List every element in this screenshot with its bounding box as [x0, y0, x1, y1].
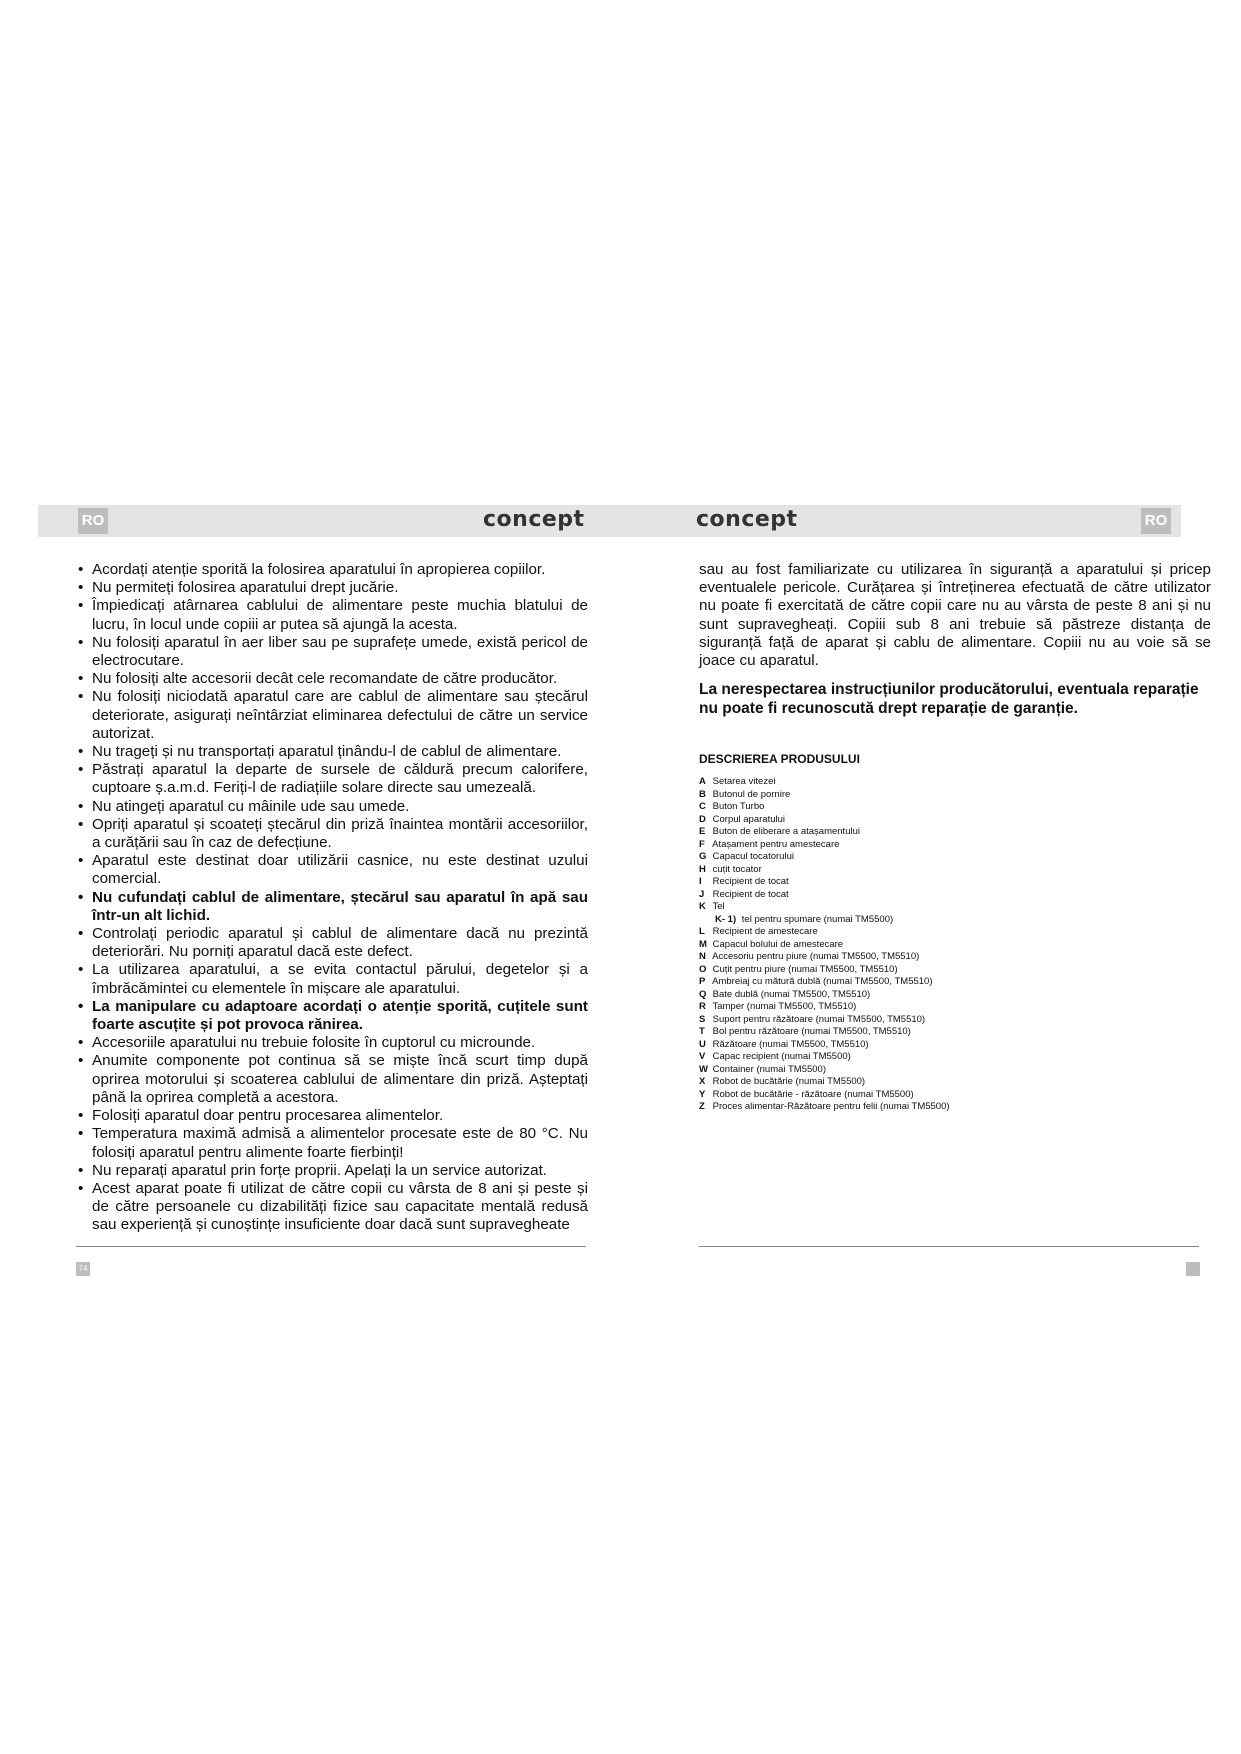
part-letter: E: [699, 826, 706, 837]
part-letter: Z: [699, 1101, 705, 1112]
warning-item: • Aparatul este destinat doar utilizării casnice, nu este destinat uzului comercial.: [76, 852, 588, 888]
part-label: Bate dublă (numai TM5500, TM5510): [712, 988, 871, 1000]
part-label: Recipient de tocat: [712, 876, 789, 887]
part-item: [699, 864, 1169, 877]
warning-item: • Controlați periodic aparatul și cablul de alimentare dacă nu prezintă deteriorări. Nu porniți aparatul dacă este defect.: [76, 925, 588, 961]
continued-paragraph: sau au fost familiarizate cu utilizarea în siguranță a aparatului și pricep eventualele pericole. Curățarea și întreținerea efectuată de către utilizator nu poate fi exercitată de către copii care nu au vârsta de peste 8 ani și nu sunt supravegheați. Copiii sub 8 ani trebuie să păstreze distanța de siguranță față de aparat și cablu de alimentare. Copiii nu au voie să se joace cu aparatul.: [699, 561, 1211, 670]
part-label: Buton Turbo: [712, 801, 765, 812]
part-letter: X: [699, 1076, 706, 1087]
part-item: [699, 914, 1169, 927]
section-title: DESCRIEREA PRODUSULUI: [699, 752, 860, 766]
warning-item: • Nu reparați aparatul prin forțe proprii. Apelați la un service autorizat.: [76, 1162, 588, 1180]
part-item: [699, 1064, 1169, 1077]
part-item: [699, 1051, 1169, 1064]
warning-item: • Nu folosiți niciodată aparatul care are cablul de alimentare sau ștecărul deteriorate, asigurați neîntârziat eliminarea defectului de către un service autorizat.: [76, 688, 588, 743]
part-label: cuțit tocator: [712, 863, 762, 875]
part-label: Setarea vitezei: [712, 776, 776, 787]
part-letter: K- 1): [715, 913, 737, 925]
part-item: [699, 976, 1169, 989]
left-page: [38, 505, 621, 1295]
part-letter: G: [699, 851, 707, 862]
part-item: [699, 1026, 1169, 1039]
warning-item: • Nu trageți și nu transportați aparatul ținându-l de cablul de alimentare.: [76, 743, 588, 761]
right-page: [621, 505, 1211, 1295]
part-label: Recipient de tocat: [712, 888, 789, 900]
part-item: [699, 801, 1169, 814]
part-letter: V: [699, 1051, 706, 1062]
part-letter: T: [699, 1026, 705, 1037]
warning-item: • Nu folosiți alte accesorii decât cele recomandate de către producător.: [76, 670, 588, 688]
warning-item: • Nu permiteți folosirea aparatului drept jucărie.: [76, 579, 588, 597]
product-parts-list: [699, 776, 1169, 1114]
warning-item: • Păstrați aparatul la departe de sursele de căldură precum calorifere, cuptoare ș.a.m.d. Feriți-l de radiațiile solare directe sau umezeală.: [76, 761, 588, 797]
safety-warnings-list: [76, 561, 588, 1235]
warning-item: • Acordați atenție sporită la folosirea aparatului în apropierea copiilor.: [76, 561, 588, 579]
manual-spread: [38, 505, 1211, 1295]
footer-rule: [76, 1246, 586, 1247]
part-label: Ambreiaj cu mătură dublă (numai TM5500, TM5510): [712, 976, 933, 987]
part-letter: S: [699, 1013, 706, 1025]
page-number: 74: [76, 1262, 90, 1276]
part-letter: U: [699, 1038, 706, 1050]
part-letter: C: [699, 801, 706, 812]
brand-logo: concept: [483, 507, 585, 532]
part-item: [699, 876, 1169, 889]
part-letter: J: [699, 888, 705, 900]
part-letter: N: [699, 951, 706, 962]
part-item: [699, 926, 1169, 939]
part-item: [699, 776, 1169, 789]
part-label: Capacul bolului de amestecare: [712, 938, 844, 950]
part-label: Atașament pentru amestecare: [712, 838, 840, 850]
part-item: [699, 989, 1169, 1002]
warranty-note: La nerespectarea instrucțiunilor producătorului, eventuala reparație nu poate fi recunoscută drept reparație de garanție.: [699, 681, 1199, 717]
part-letter: O: [699, 963, 707, 975]
part-label: Capacul tocatorului: [712, 851, 794, 862]
warning-item: • Temperatura maximă admisă a alimentelor procesate este de 80 °C. Nu folosiți aparatul pentru alimente foarte fierbinți!: [76, 1125, 588, 1161]
part-item: [699, 951, 1169, 964]
part-label: Robot de bucătărie - răzătoare (numai TM5500): [712, 1088, 914, 1100]
warning-item: • Nu folosiți aparatul în aer liber sau pe suprafețe umede, există pericol de electrocutare.: [76, 634, 588, 670]
warning-item: • Nu atingeți aparatul cu mâinile ude sau umede.: [76, 798, 588, 816]
warning-item: • Opriți aparatul și scoateți ștecărul din priză înaintea montării accesoriilor, a curățării sau în caz de defecțiune.: [76, 816, 588, 852]
part-letter: M: [699, 938, 707, 950]
warning-item: • Împiedicați atârnarea cablului de alimentare peste muchia blatului de lucru, în locul unde copiii ar putea să ajungă la acesta.: [76, 597, 588, 633]
part-letter: B: [699, 788, 706, 800]
part-label: tel pentru spumare (numai TM5500): [741, 913, 894, 925]
part-label: Accesoriu pentru piure (numai TM5500, TM5510): [712, 951, 920, 962]
part-item: [699, 839, 1169, 852]
footer-rule: [699, 1246, 1199, 1247]
part-letter: R: [699, 1001, 706, 1012]
part-letter: P: [699, 976, 706, 987]
part-letter: K: [699, 901, 706, 912]
part-letter: Q: [699, 988, 707, 1000]
part-label: Corpul aparatului: [712, 813, 785, 825]
part-label: Capac recipient (numai TM5500): [712, 1051, 851, 1062]
header-bar: [621, 505, 1181, 537]
part-item: [699, 964, 1169, 977]
part-item: [699, 1039, 1169, 1052]
warning-item: • Acest aparat poate fi utilizat de către copii cu vârsta de 8 ani și peste și de către persoanele cu dizabilități fizice sau capacitate mentală redusă sau experiență și cunoștințe insuficiente doar dacă sunt supravegheate: [76, 1180, 588, 1235]
part-item: [699, 826, 1169, 839]
part-letter: I: [699, 876, 702, 887]
part-label: Bol pentru răzătoare (numai TM5500, TM5510): [712, 1026, 911, 1037]
part-item: [699, 1089, 1169, 1102]
brand-logo: concept: [696, 507, 798, 532]
warning-item: • Nu cufundați cablul de alimentare, ștecărul sau aparatul în apă sau într-un alt lichid.: [76, 889, 588, 925]
header-bar: [38, 505, 621, 537]
part-label: Container (numai TM5500): [712, 1063, 826, 1075]
part-letter: A: [699, 776, 706, 787]
part-label: Tel: [712, 901, 725, 912]
part-item: [699, 889, 1169, 902]
part-letter: D: [699, 813, 706, 825]
part-item: [699, 939, 1169, 952]
page-number-marker: [1186, 1262, 1200, 1276]
part-item: [699, 814, 1169, 827]
part-label: Robot de bucătărie (numai TM5500): [712, 1076, 866, 1087]
part-letter: Y: [699, 1088, 706, 1100]
language-tab: RO: [78, 508, 108, 534]
part-letter: L: [699, 926, 705, 937]
part-item: [699, 1014, 1169, 1027]
part-label: Recipient de amestecare: [712, 926, 818, 937]
part-letter: H: [699, 863, 706, 875]
warning-item: • Anumite componente pot continua să se miște încă scurt timp după oprirea motorului și scoaterea cablului de alimentare din priză. Așteptați până la oprirea completă a acestora.: [76, 1052, 588, 1107]
part-label: Butonul de pornire: [712, 788, 791, 800]
warning-item: • La utilizarea aparatului, a se evita contactul părului, degetelor și a îmbrăcămintei cu elementele în mișcare ale aparatului.: [76, 961, 588, 997]
part-label: Răzătoare (numai TM5500, TM5510): [712, 1038, 869, 1050]
part-item: [699, 901, 1169, 914]
part-label: Suport pentru răzătoare (numai TM5500, TM5510): [712, 1013, 926, 1025]
warning-item: • Folosiți aparatul doar pentru procesarea alimentelor.: [76, 1107, 588, 1125]
part-label: Cuțit pentru piure (numai TM5500, TM5510): [712, 963, 898, 975]
warning-item: • La manipulare cu adaptoare acordați o atenție sporită, cuțitele sunt foarte ascuțite și pot provoca rănirea.: [76, 998, 588, 1034]
part-item: [699, 789, 1169, 802]
part-letter: F: [699, 838, 705, 850]
part-item: [699, 1001, 1169, 1014]
part-label: Buton de eliberare a atașamentului: [712, 826, 860, 837]
part-item: [699, 1076, 1169, 1089]
language-tab: RO: [1141, 508, 1171, 534]
part-letter: W: [699, 1063, 708, 1075]
part-item: [699, 1101, 1169, 1114]
part-label: Tamper (numai TM5500, TM5510): [712, 1001, 857, 1012]
part-item: [699, 851, 1169, 864]
warning-item: • Accesoriile aparatului nu trebuie folosite în cuptorul cu microunde.: [76, 1034, 588, 1052]
part-label: Proces alimentar-Răzătoare pentru felii (numai TM5500): [712, 1101, 950, 1112]
